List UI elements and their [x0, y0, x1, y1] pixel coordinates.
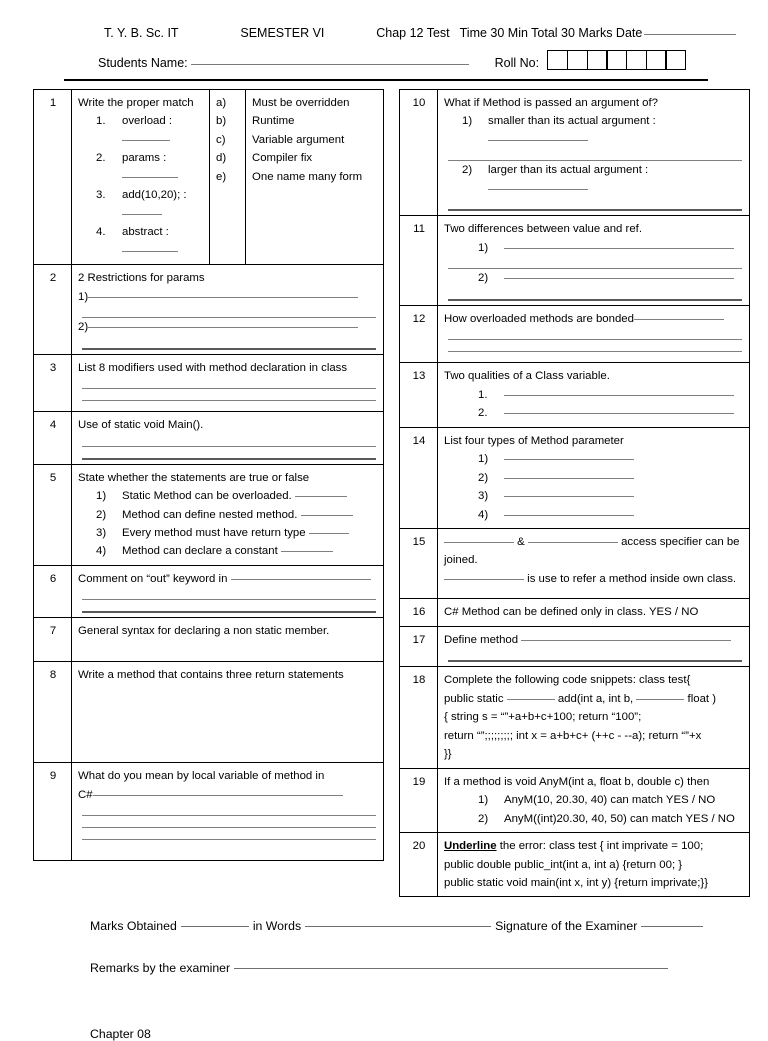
item-text — [122, 149, 204, 186]
match-marker: c) — [216, 133, 226, 146]
item-label: smaller than its actual argument : — [488, 115, 656, 128]
question-text-cont — [444, 570, 744, 588]
list-item — [78, 149, 204, 186]
list-item — [78, 506, 378, 524]
table-row — [400, 667, 750, 768]
list-item — [444, 404, 744, 422]
question-number: 9 — [34, 763, 72, 861]
item-marker: 4) — [96, 545, 107, 558]
item-label: Method can define nested method. — [122, 508, 301, 521]
table-row — [400, 216, 750, 305]
answer-blank[interactable] — [504, 496, 634, 497]
item-text[interactable]: AnyM(10, 20.30, 40) can match YES / NO — [504, 794, 716, 807]
item-marker: 2) — [96, 508, 107, 521]
item-marker: 1) — [478, 241, 489, 254]
answer-blank[interactable] — [504, 478, 634, 479]
match-marker: b) — [216, 115, 227, 128]
list-item — [78, 112, 204, 149]
answer-blank[interactable] — [88, 297, 358, 298]
course-label: T. Y. B. Sc. IT — [104, 26, 179, 40]
item-marker: 3) — [96, 526, 107, 539]
item-text — [122, 223, 204, 260]
answer-blank[interactable] — [82, 458, 376, 460]
item-text — [122, 506, 378, 524]
answer-blank[interactable] — [504, 459, 634, 460]
list-item — [444, 112, 744, 149]
question-body — [438, 427, 750, 528]
question-body — [438, 599, 750, 626]
roll-no-boxes[interactable] — [547, 50, 686, 70]
list-item — [444, 161, 744, 198]
question-number: 18 — [400, 667, 438, 768]
question-number: 4 — [34, 412, 72, 464]
match-marker: d) — [216, 152, 227, 165]
match-option: Compiler fix — [252, 152, 313, 165]
list-item — [78, 288, 378, 306]
answer-blank[interactable] — [82, 599, 376, 600]
item-label: overload : — [122, 115, 173, 128]
answer-blank[interactable] — [295, 496, 347, 497]
item-marker: 1) — [478, 453, 489, 466]
roll-no-cell[interactable] — [547, 50, 568, 70]
table-row — [400, 599, 750, 626]
question-body — [72, 90, 210, 265]
answer-blank[interactable] — [231, 579, 371, 580]
question-text: If a method is void AnyM(int a, float b, double c) then — [444, 775, 710, 788]
question-label: is use to refer a method inside own class. — [524, 572, 737, 585]
question-number: 7 — [34, 618, 72, 661]
question-body — [438, 667, 750, 768]
item-text — [504, 386, 744, 404]
item-marker: 1. — [96, 115, 106, 128]
answer-blank[interactable] — [82, 348, 376, 350]
remarks-input[interactable] — [234, 968, 668, 969]
signature-input[interactable] — [641, 926, 703, 927]
answer-blank[interactable] — [82, 815, 376, 816]
list-item — [78, 524, 378, 542]
item-text — [122, 542, 378, 560]
list-item — [444, 810, 744, 828]
item-label: Every method must have return type — [122, 526, 309, 539]
answer-blank[interactable] — [528, 542, 618, 543]
question-label: & — [514, 535, 528, 548]
item-marker: 1) — [462, 115, 473, 128]
questions-area — [0, 89, 768, 897]
question-label: Comment on “out” keyword in — [78, 572, 231, 585]
answer-blank[interactable] — [301, 515, 353, 516]
item-text[interactable]: AnyM((int)20.30, 40, 50) can match YES / NO — [504, 812, 735, 825]
answer-blank[interactable] — [82, 446, 376, 447]
question-text: C# Method can be defined only in class. YES / NO — [444, 606, 699, 619]
table-row — [400, 363, 750, 427]
match-option: One name many form — [252, 170, 363, 183]
table-row — [34, 661, 384, 762]
semester-label: SEMESTER VI — [240, 26, 325, 40]
question-text: State whether the statements are true or false — [78, 471, 310, 484]
question-text: What do you mean by local variable of method in — [78, 770, 325, 783]
answer-blank[interactable] — [82, 827, 376, 828]
time-marks-date-label: Time 30 Min Total 30 Marks Date — [459, 26, 643, 40]
list-item — [78, 318, 378, 336]
student-name-label: Students Name: — [98, 56, 188, 70]
question-text: Two differences between value and ref. — [444, 223, 642, 236]
table-row — [34, 265, 384, 354]
answer-blank[interactable] — [504, 515, 634, 516]
item-marker: 2) — [478, 812, 489, 825]
left-questions-table — [33, 89, 384, 861]
table-row — [34, 763, 384, 861]
question-body — [72, 464, 384, 565]
item-label: add(10,20); : — [122, 189, 187, 202]
answer-blank[interactable] — [309, 533, 349, 534]
question-number: 16 — [400, 599, 438, 626]
table-row — [34, 565, 384, 617]
question-text: List 8 modifiers used with method declaration in class — [78, 361, 348, 374]
answer-blank[interactable] — [448, 209, 742, 211]
question-text: Complete the following code snippets: class test{ — [444, 674, 691, 687]
code-line: return “”;;;;;;;;; int x = a+b+c+ (++c - --a); return “”+x — [444, 729, 702, 742]
item-text — [488, 161, 744, 198]
table-row — [400, 626, 750, 666]
answer-blank[interactable] — [444, 579, 524, 580]
question-number: 13 — [400, 363, 438, 427]
question-number: 1 — [34, 90, 72, 265]
item-marker: 1) — [78, 290, 89, 303]
question-text: List four types of Method parameter — [444, 434, 624, 447]
list-item — [78, 186, 204, 223]
question-body — [438, 768, 750, 832]
question-body — [438, 528, 750, 598]
table-row — [400, 305, 750, 362]
match-option: Runtime — [252, 115, 295, 128]
question-body — [72, 354, 384, 411]
header-divider — [64, 79, 708, 81]
question-body — [72, 661, 384, 762]
list-item — [444, 239, 744, 257]
question-text — [444, 310, 744, 328]
match-options-text — [246, 90, 384, 265]
answer-blank[interactable] — [444, 542, 514, 543]
question-number: 19 — [400, 768, 438, 832]
student-name-input[interactable] — [191, 64, 469, 65]
right-questions-table — [399, 89, 750, 897]
match-marker: e) — [216, 170, 227, 183]
table-row — [34, 412, 384, 464]
item-label: Static Method can be overloaded. — [122, 490, 295, 503]
question-text — [444, 837, 744, 855]
question-body — [438, 90, 750, 216]
item-marker: 2) — [478, 471, 489, 484]
marks-row — [90, 919, 740, 933]
answer-blank[interactable] — [504, 413, 734, 414]
date-field[interactable] — [644, 34, 736, 35]
list-item — [444, 269, 744, 287]
item-label: larger than its actual argument : — [488, 164, 649, 177]
question-text: Write a method that contains three return statements — [78, 668, 344, 681]
question-number: 5 — [34, 464, 72, 565]
answer-blank[interactable] — [488, 140, 588, 141]
code-line — [444, 690, 744, 708]
table-row — [34, 354, 384, 411]
item-text — [504, 469, 744, 487]
question-body — [72, 565, 384, 617]
table-row — [34, 464, 384, 565]
code-line: public static void main(int x, int y) {return imprivate;}} — [444, 877, 708, 889]
answer-blank[interactable] — [504, 395, 734, 396]
item-label: params : — [122, 152, 167, 165]
match-option: Must be overridden — [252, 97, 350, 109]
item-label: abstract : — [122, 226, 169, 239]
right-question-column — [399, 89, 750, 897]
list-item — [444, 487, 744, 505]
item-marker: 1) — [96, 490, 107, 503]
code-line: { string s = “”+a+b+c+100; return “100”; — [444, 711, 642, 724]
table-row — [400, 528, 750, 598]
question-text — [78, 570, 378, 588]
signature-label: Signature of the Examiner — [495, 919, 638, 934]
question-text: Use of static void Main(). — [78, 419, 204, 432]
header-student-line — [32, 47, 736, 70]
question-number: 17 — [400, 626, 438, 666]
answer-blank[interactable] — [82, 388, 376, 389]
table-row — [400, 427, 750, 528]
item-text — [488, 112, 744, 149]
question-text: Write the proper match — [78, 97, 194, 109]
answer-blank[interactable] — [448, 660, 742, 662]
answer-blank[interactable] — [122, 214, 162, 215]
item-text — [122, 186, 204, 223]
item-marker: 3) — [478, 490, 489, 503]
question-number: 2 — [34, 265, 72, 354]
item-marker: 2) — [478, 272, 489, 285]
question-number: 3 — [34, 354, 72, 411]
roll-no-cell[interactable] — [646, 50, 667, 70]
question-body — [438, 305, 750, 362]
match-marker: a) — [216, 97, 227, 109]
item-marker: 4. — [96, 226, 106, 239]
question-body — [72, 265, 384, 354]
code-text: the error: class test { int imprivate = 100; — [496, 840, 704, 853]
answer-blank[interactable] — [122, 251, 178, 252]
question-body — [438, 626, 750, 666]
question-text — [444, 533, 744, 570]
question-label: C# — [78, 788, 93, 801]
item-text — [504, 404, 744, 422]
answer-blank[interactable] — [122, 140, 170, 141]
table-row — [34, 618, 384, 661]
list-item — [78, 487, 378, 505]
underline-instruction: Underline — [444, 840, 497, 853]
list-item — [444, 791, 744, 809]
answer-blank[interactable] — [448, 339, 742, 340]
answer-blank[interactable] — [93, 795, 343, 796]
match-options-markers — [210, 90, 246, 265]
question-number: 6 — [34, 565, 72, 617]
answer-blank[interactable] — [488, 189, 588, 190]
header-title-line — [32, 26, 736, 40]
table-row — [34, 90, 384, 265]
code-line: }} — [444, 748, 452, 761]
answer-blank[interactable] — [504, 278, 734, 279]
answer-blank[interactable] — [281, 551, 333, 552]
question-body — [72, 618, 384, 661]
question-body — [438, 833, 750, 897]
question-label: Define method — [444, 633, 522, 646]
list-item — [444, 506, 744, 524]
item-text — [122, 487, 378, 505]
remarks-label: Remarks by the examiner — [90, 961, 231, 976]
item-text — [504, 506, 744, 524]
item-marker: 2. — [96, 152, 106, 165]
item-marker: 1. — [478, 388, 488, 401]
question-text: 2 Restrictions for params — [78, 272, 205, 285]
marks-obtained-label: Marks Obtained — [90, 919, 177, 934]
code-line: public double public_int(int a, int a) {return 00; } — [444, 858, 683, 871]
item-text — [504, 487, 744, 505]
answer-blank[interactable] — [521, 640, 731, 641]
table-row — [400, 833, 750, 897]
answer-blank[interactable] — [504, 248, 734, 249]
answer-blank[interactable] — [636, 699, 684, 700]
page-header — [0, 0, 768, 81]
question-label: How overloaded methods are bonded — [444, 312, 634, 325]
code-text: add(int a, int b, — [554, 692, 637, 705]
question-body — [72, 412, 384, 464]
marks-obtained-input[interactable] — [181, 926, 249, 927]
table-row — [400, 90, 750, 216]
table-row — [400, 768, 750, 832]
question-text — [444, 631, 744, 649]
question-text-cont — [78, 786, 378, 804]
answer-blank[interactable] — [448, 299, 742, 301]
question-number: 10 — [400, 90, 438, 216]
code-text: public static — [444, 692, 507, 705]
item-marker: 1) — [478, 794, 489, 807]
roll-no-cell[interactable] — [665, 50, 686, 70]
item-marker: 2) — [462, 164, 473, 177]
question-number: 8 — [34, 661, 72, 762]
in-words-label: in Words — [252, 919, 302, 934]
list-item — [444, 386, 744, 404]
item-text — [122, 524, 378, 542]
match-option: Variable argument — [252, 133, 345, 146]
question-label: access specifier can be joined. — [444, 535, 740, 567]
in-words-input[interactable] — [305, 926, 491, 927]
list-item — [444, 469, 744, 487]
answer-blank[interactable] — [122, 177, 178, 178]
roll-no-cell[interactable] — [626, 50, 647, 70]
item-text — [504, 450, 744, 468]
question-text: Two qualities of a Class variable. — [444, 370, 610, 383]
item-text — [504, 269, 744, 287]
question-number: 15 — [400, 528, 438, 598]
roll-no-cell[interactable] — [606, 50, 627, 70]
test-label: Chap 12 Test — [376, 26, 450, 40]
item-label: Method can declare a constant — [122, 545, 281, 558]
item-text — [504, 239, 744, 257]
answer-blank[interactable] — [507, 699, 555, 700]
question-text: What if Method is passed an argument of? — [444, 97, 659, 109]
answer-blank[interactable] — [82, 611, 376, 613]
item-marker: 2. — [478, 407, 488, 420]
question-body — [438, 363, 750, 427]
question-number: 20 — [400, 833, 438, 897]
chapter-label: Chapter 08 — [90, 1027, 151, 1041]
roll-no-label: Roll No: — [494, 56, 540, 70]
code-text: float ) — [684, 692, 717, 705]
question-number: 12 — [400, 305, 438, 362]
remarks-row — [90, 961, 740, 975]
question-text: General syntax for declaring a non static member. — [78, 625, 330, 638]
list-item — [78, 542, 378, 560]
item-marker: 4) — [478, 508, 489, 521]
list-item — [444, 450, 744, 468]
list-item — [78, 223, 204, 260]
question-body — [438, 216, 750, 305]
roll-no-cell[interactable] — [567, 50, 588, 70]
roll-no-cell[interactable] — [587, 50, 608, 70]
question-body — [72, 763, 384, 861]
answer-blank[interactable] — [634, 319, 724, 320]
item-marker: 2) — [78, 321, 89, 334]
item-text — [122, 112, 204, 149]
page-footer — [0, 897, 768, 1041]
answer-blank[interactable] — [88, 327, 358, 328]
left-question-column — [33, 89, 384, 861]
question-number: 14 — [400, 427, 438, 528]
question-number: 11 — [400, 216, 438, 305]
item-marker: 3. — [96, 189, 106, 202]
